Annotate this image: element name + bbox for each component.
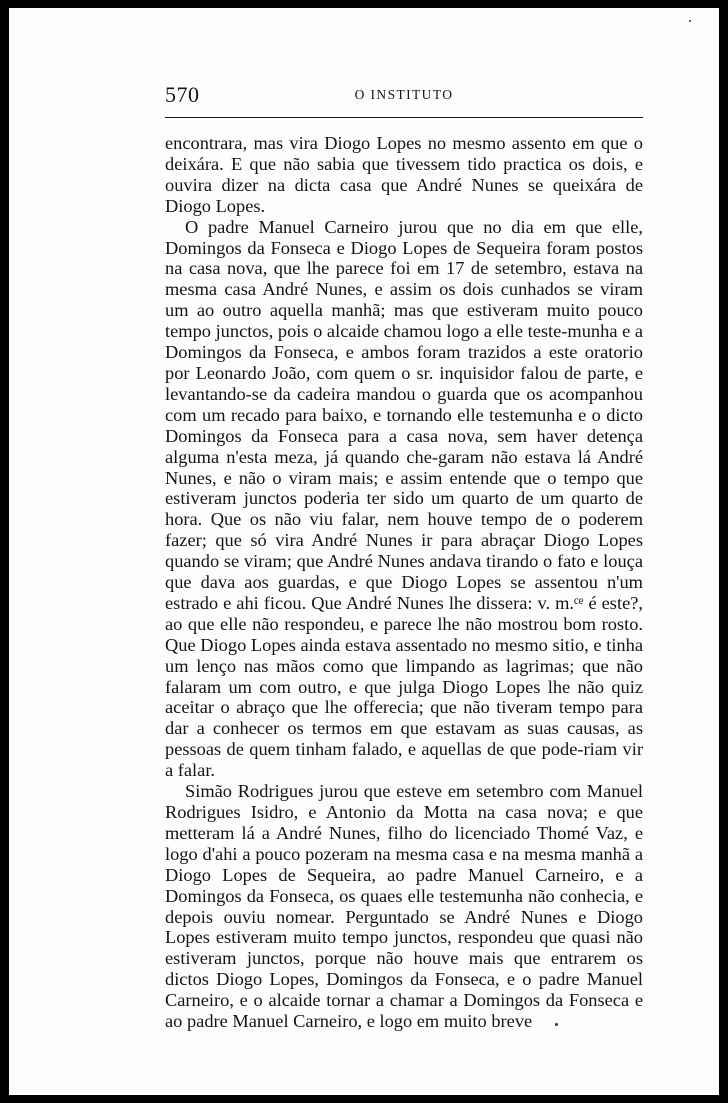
page-number: 570 [165, 82, 200, 107]
paragraph: encontrara, mas vira Diogo Lopes no mesmo assento em que o deixára. E que não sabia que tivessem tido practica os dois, e ouvira dizer na dicta casa que André Nunes se queixára de Diogo Lopes. [165, 133, 643, 216]
paper-speck [555, 1023, 558, 1026]
header-rule [165, 117, 643, 118]
body-text [165, 133, 643, 1032]
paper-speck [689, 20, 691, 22]
scanned-page [9, 8, 719, 1095]
paragraph: Simão Rodrigues jurou que esteve em setembro com Manuel Rodrigues Isidro, e Antonio da Motta na casa nova; e que metteram lá a André Nunes, filho do licenciado Thomé Vaz, e logo d'ahi a pouco pozeram na mesma casa e na mesma manhã a Diogo Lopes de Sequeira, ao padre Manuel Carneiro, e a Domingos da Fonseca, os quaes elle testemunha não conhecia, e depois ouviu nomear. Perguntado se André Nunes e Diogo Lopes estiveram muito tempo junctos, respondeu que quasi não estiveram junctos, porque não houve mais que entrarem os dictos Diogo Lopes, Domingos da Fonseca, e o padre Manuel Carneiro, e o alcaide tornar a chamar a Domingos da Fonseca e ao padre Manuel Carneiro, e logo em muito breve [165, 781, 643, 1032]
running-title: O INSTITUTO [354, 87, 454, 102]
page-header [165, 80, 643, 110]
paragraph: O padre Manuel Carneiro jurou que no dia em que elle, Domingos da Fonseca e Diogo Lopes de Sequeira foram postos na casa nova, que lhe parece foi em 17 de setembro, estava na mesma casa André Nunes, e assim os dois cunhados se viram um ao outro aquella manhã; mas que estiveram muito pouco tempo junctos, pois o alcaide chamou logo a elle teste-munha e a Domingos da Fonseca, e ambos foram trazidos a este oratorio por Leonardo João, com quem o sr. inquisidor falou de parte, e levantando-se da cadeira mandou o guarda que os acompanhou com um recado para baixo, e tornando elle testemunha e o dicto Domingos da Fonseca para a casa nova, sem haver detença alguma n'esta meza, já quando che-garam não estava lá André Nunes, e não o viram mais; e assim entende que o tempo que estiveram junctos poderia ter sido um quarto de um quarto de hora. Que os não viu falar, nem houve tempo de o poderem fazer; que só vira André Nunes ir para abraçar Diogo Lopes quando se viram; que André Nunes andava tirando o fato e louça que dava aos guardas, e que Diogo Lopes se assentou n'um estrado e ahi ficou. Que André Nunes lhe dissera: v. m.ᶜᵉ é este?, ao que elle não respondeu, e parece lhe não mostrou bom rosto. Que Diogo Lopes ainda estava assentado no mesmo sitio, e tinha um lenço nas mãos como que limpando as lagrimas; que não falaram um com outro, e que julga Diogo Lopes lhe não quiz aceitar o abraço que lhe offerecia; que não tiveram tempo para dar a conhecer os termos em que estavam as suas causas, as pessoas de quem tinham falado, e aquellas de que pode-riam vir a falar. [165, 216, 644, 781]
